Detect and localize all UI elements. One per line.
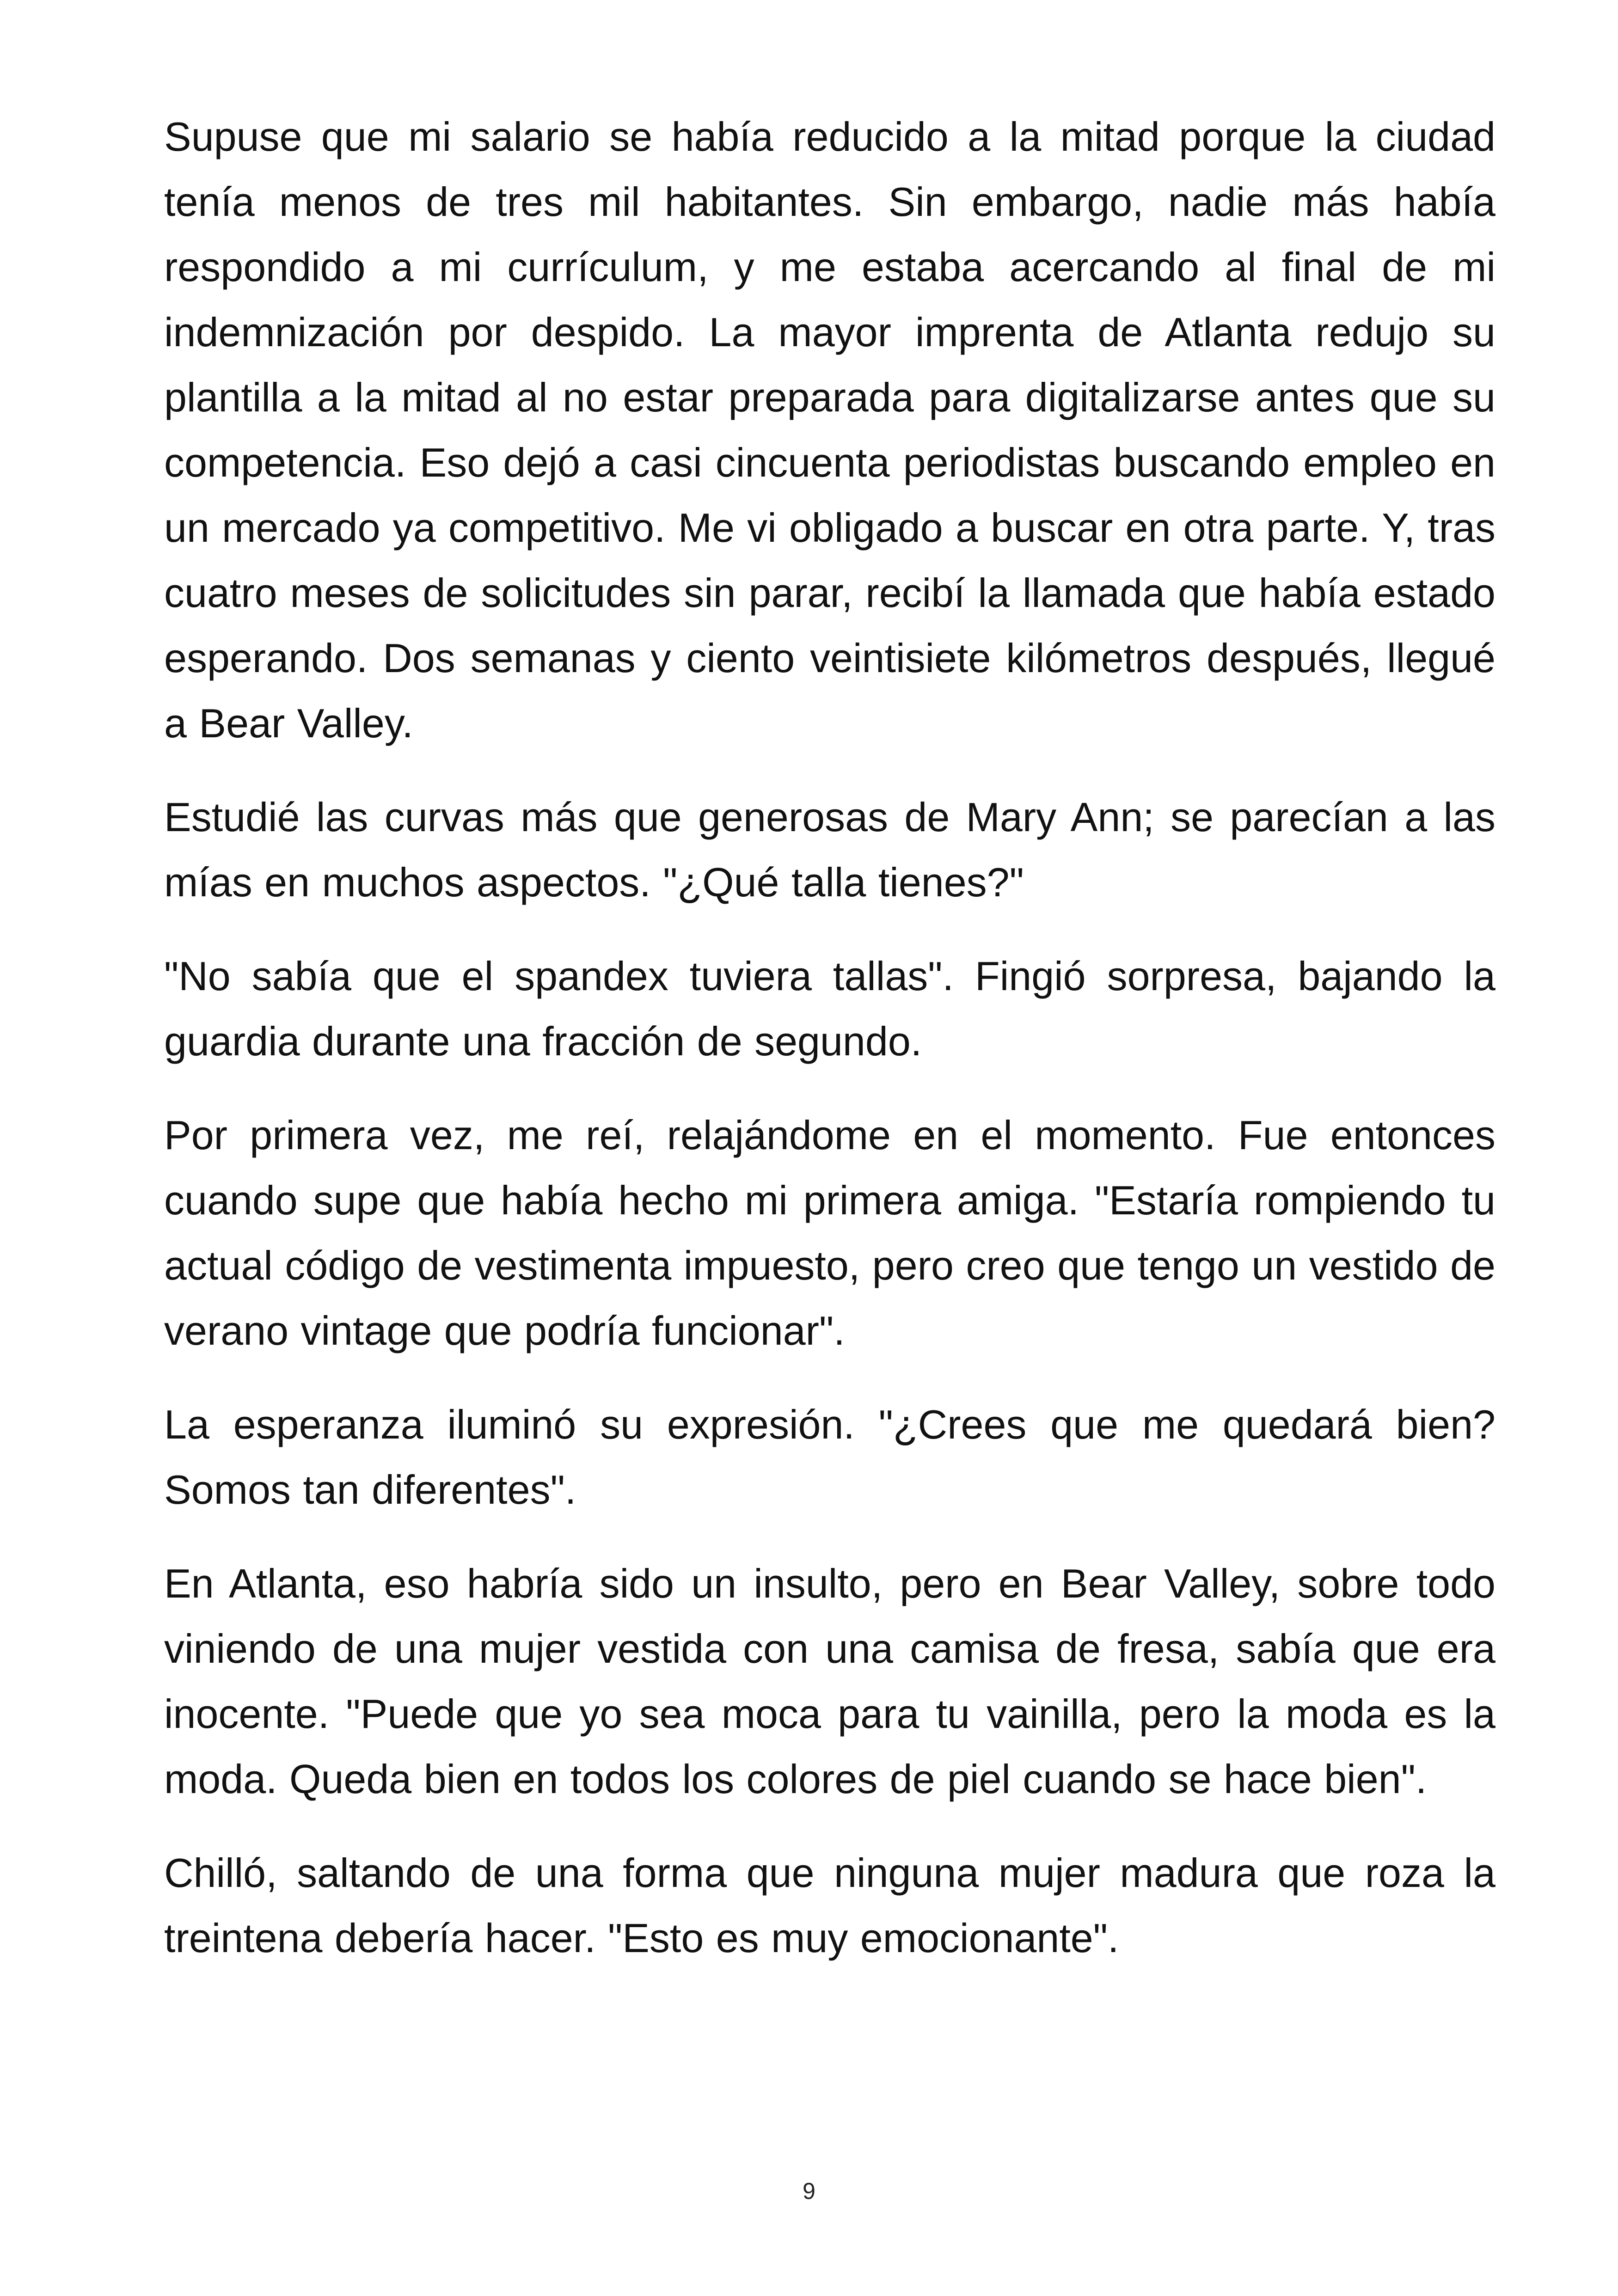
page-number: 9 (803, 2178, 815, 2204)
paragraph: Estudié las curvas más que generosas de Mary Ann; se parecían a las mías en muchos aspectos. "¿Qué talla tienes?" (164, 794, 1495, 905)
paragraph: La esperanza iluminó su expresión. "¿Crees que me quedará bien? Somos tan diferentes". (164, 1402, 1495, 1512)
paragraph: "No sabía que el spandex tuviera tallas". Fingió sorpresa, bajando la guardia durante una fracción de segundo. (164, 953, 1495, 1064)
paragraph: Por primera vez, me reí, relajándome en el momento. Fue entonces cuando supe que había hecho mi primera amiga. "Estaría rompiendo tu actual código de vestimenta impuesto, pero creo que tengo un vestido de verano vintage que podría funcionar". (164, 1112, 1495, 1353)
paragraph: En Atlanta, eso habría sido un insulto, pero en Bear Valley, sobre todo viniendo de una mujer vestida con una camisa de fresa, sabía que era inocente. "Puede que yo sea moca para tu vainilla, pero la moda es la moda. Queda bien en todos los colores de piel cuando se hace bien". (164, 1561, 1495, 1802)
paragraph: Chilló, saltando de una forma que ninguna mujer madura que roza la treintena debería hacer. "Esto es muy emocionante". (164, 1850, 1495, 1961)
paragraph: Supuse que mi salario se había reducido a la mitad porque la ciudad tenía menos de tres mil habitantes. Sin embargo, nadie más había respondido a mi currículum, y me estaba acercando al final de mi indemnización por despido. La mayor imprenta de Atlanta redujo su plantilla a la mitad al no estar preparada para digitalizarse antes que su competencia. Eso dejó a casi cincuenta periodistas buscando empleo en un mercado ya competitivo. Me vi obligado a buscar en otra parte. Y, tras cuatro meses de solicitudes sin parar, recibí la llamada que había estado esperando. Dos semanas y ciento veintisiete kilómetros después, llegué a Bear Valley. (164, 114, 1495, 746)
body-text (164, 104, 1495, 1999)
